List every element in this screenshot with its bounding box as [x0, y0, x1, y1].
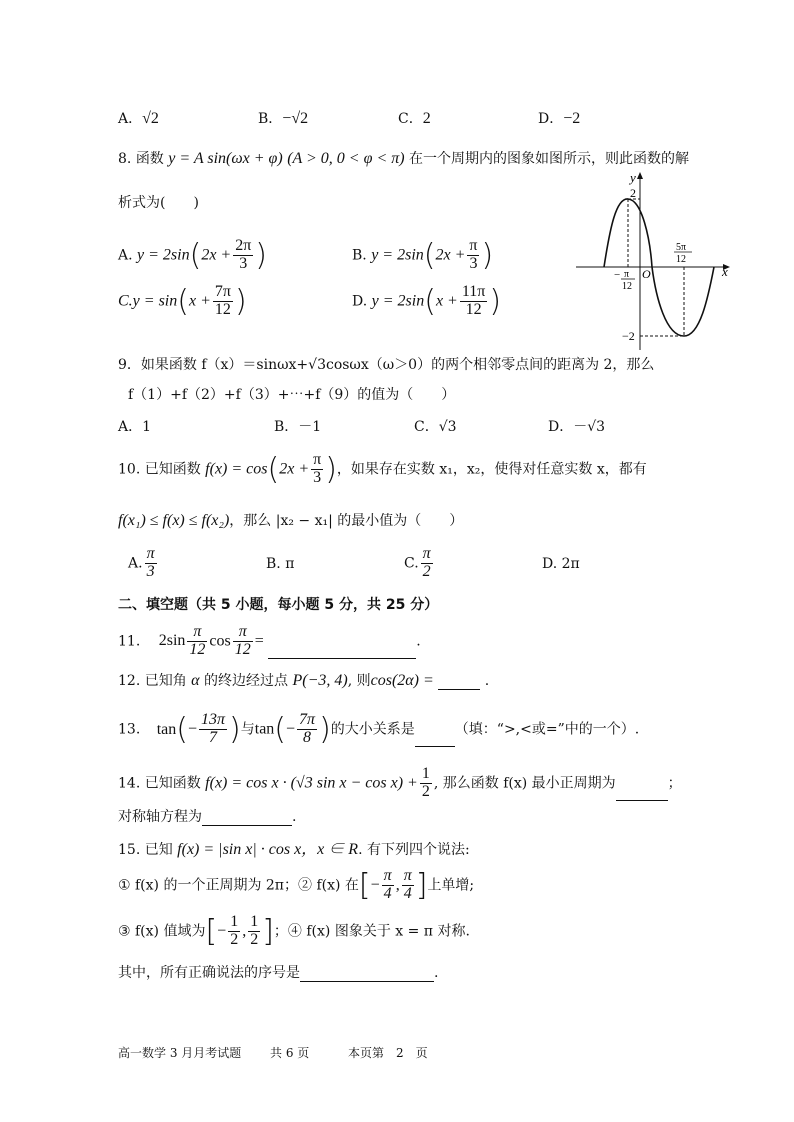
paren: )	[234, 284, 247, 319]
denominator: 4	[383, 885, 392, 902]
formula: α	[191, 672, 200, 689]
fraction	[420, 766, 432, 801]
denominator: 12	[214, 301, 231, 318]
numerator: 1	[230, 913, 239, 931]
numerator: π	[313, 451, 322, 469]
punctuation: .	[484, 673, 490, 689]
denominator: 2	[250, 931, 259, 948]
denominator: 3	[146, 562, 155, 580]
left-zero-sign: −	[614, 269, 621, 281]
formula: tan	[156, 720, 177, 738]
numerator: π	[187, 624, 207, 642]
stem-text: 函数	[135, 151, 164, 167]
stem-text: 已知函数	[144, 461, 201, 478]
comma: ,	[242, 922, 247, 940]
fraction	[233, 624, 253, 659]
stem-text: , 则	[347, 673, 371, 689]
numerator: π	[146, 545, 155, 562]
right-zero-num: 5π	[676, 242, 687, 253]
numerator: π	[469, 237, 478, 255]
paren: (	[176, 712, 188, 747]
q15-statements-1	[118, 868, 474, 903]
option-value: −2	[563, 110, 581, 127]
formula: −	[187, 720, 198, 738]
paren: (	[424, 284, 436, 319]
option-label: D.	[352, 293, 368, 310]
numerator: 1	[421, 765, 430, 782]
formula: P(−3, 4)	[292, 672, 348, 689]
denominator: 8	[303, 729, 312, 746]
stem-text: 的大小关系是	[330, 721, 415, 738]
footer-page-number: 本页第 2 页	[348, 1046, 428, 1060]
fraction	[311, 452, 323, 487]
formula: f(x) = |sin x| · cos x，x ∈ R	[177, 841, 359, 858]
denominator: 3	[239, 255, 248, 272]
fraction	[199, 712, 227, 747]
q9-option-a: A．1	[118, 419, 152, 435]
question-number: 11.	[118, 633, 141, 650]
stem-text: 对称轴方程为	[118, 809, 202, 825]
q13	[118, 712, 639, 747]
stem-text: . 有下列四个说法:	[358, 842, 470, 858]
numerator: π	[233, 624, 253, 642]
stem-text: 已知函数	[144, 775, 201, 792]
option-label: A.	[128, 555, 143, 572]
formula: 2x +	[435, 246, 466, 264]
minus-sign: −	[217, 922, 227, 940]
hint-text: （填：“>,<或=”中的一个）.	[454, 721, 640, 738]
y-axis-label: y	[630, 170, 636, 185]
bracket: ]	[262, 914, 274, 949]
q8-stem	[118, 148, 689, 168]
stem-text: 其中，所有正确说法的序号是	[118, 965, 300, 981]
formula: y = 2sin	[137, 246, 190, 264]
q14-line2	[118, 806, 296, 826]
q7-option-c	[398, 108, 431, 128]
option-value: −√2	[282, 110, 309, 127]
condition: (A > 0, 0 < φ < π)	[287, 150, 405, 167]
q9-stem-line2: f（1）+f（2）+f（3）+⋯+f（9）的值为（ ）	[128, 387, 456, 403]
footer-title: 高一数学 3 月月考试题	[118, 1046, 242, 1060]
q9-option-c: C．√3	[414, 419, 457, 435]
fraction	[421, 546, 433, 581]
stem-text: 12. 已知角	[118, 673, 187, 689]
option-label: C.	[404, 555, 419, 572]
numerator: 1	[250, 913, 259, 931]
q8-stem-line2: 析式为( )	[118, 195, 199, 211]
fraction	[187, 624, 207, 659]
question-number: 10.	[118, 461, 141, 478]
q10-option-d: D. 2π	[542, 556, 580, 572]
equals-sign: =	[254, 632, 264, 650]
stem-text: 与	[240, 721, 255, 738]
y-axis-arrow-icon	[637, 172, 643, 179]
fraction	[213, 284, 233, 319]
origin-label: O	[642, 267, 651, 281]
q8-option-b	[352, 238, 493, 273]
numerator: 11π	[461, 283, 486, 301]
q7-option-a	[118, 108, 159, 128]
answer-blank[interactable]	[438, 689, 480, 690]
section-heading: 二、填空题（共 5 小题，每小题 5 分，共 25 分）	[118, 597, 439, 613]
formula: 2sin	[158, 632, 186, 650]
fraction	[228, 914, 240, 949]
q7-option-d	[538, 108, 580, 128]
q8-sine-graph	[572, 168, 742, 358]
fraction	[297, 712, 317, 747]
q10-stem-line2	[118, 510, 463, 530]
bracket: [	[358, 868, 371, 903]
paren: (	[177, 284, 189, 319]
answer-blank[interactable]	[300, 981, 434, 982]
bracket: ]	[415, 868, 428, 903]
paren: )	[319, 712, 331, 747]
formula: y = A sin(ωx + φ)	[168, 150, 283, 167]
question-number: 13.	[118, 721, 141, 738]
fraction	[145, 546, 157, 581]
formula: cos(2α) =	[370, 672, 434, 689]
q10-stem	[118, 452, 647, 487]
formula: f(x) = cos	[205, 460, 268, 478]
option-label: A.	[118, 247, 133, 264]
answer-blank[interactable]	[415, 746, 455, 747]
q8-option-a	[118, 238, 267, 273]
fraction	[248, 914, 260, 949]
q10-option-c	[404, 546, 435, 581]
formula: tan	[254, 720, 275, 738]
q9-option-b: B．－1	[274, 419, 322, 435]
paren: )	[325, 452, 337, 487]
right-zero-den: 12	[676, 254, 686, 265]
punctuation: ；	[667, 775, 682, 792]
punctuation: .	[292, 809, 297, 825]
denominator: 2	[421, 782, 430, 800]
paren: (	[423, 238, 436, 273]
numerator: π	[422, 545, 431, 562]
stem-text: ，如果存在实数 x₁，x₂，使得对任意实数 x，都有	[336, 461, 647, 478]
option-label: B.	[352, 247, 367, 264]
denominator: 3	[469, 255, 478, 272]
punctuation: .	[416, 633, 421, 650]
q8-option-d	[352, 284, 501, 319]
denominator: 4	[403, 885, 412, 902]
option-label: D．	[538, 111, 564, 127]
paren: (	[189, 238, 202, 273]
left-zero-den: 12	[622, 281, 632, 292]
option-label: B．	[258, 111, 283, 127]
numerator: 13π	[201, 711, 226, 729]
formula: 2x +	[279, 460, 310, 478]
q10-option-a	[128, 546, 159, 581]
paren: )	[481, 238, 494, 273]
statement-text: ；④ f(x) 图象关于 x = π 对称.	[273, 923, 470, 940]
option-label: C.	[118, 292, 133, 310]
q15-answer-line	[118, 962, 438, 982]
fraction	[382, 868, 394, 903]
denominator: 2	[230, 931, 239, 948]
q15-stem	[118, 836, 470, 859]
option-value: 2	[422, 110, 431, 127]
formula: f(x) = cos x · (√3 sin x − cos x) +	[205, 774, 418, 792]
denominator: 2	[422, 562, 431, 580]
footer-total-pages: 共 6 页	[270, 1046, 310, 1060]
formula: f(x₁) ≤ f(x) ≤ f(x₂)	[118, 512, 230, 529]
stem-text: ，那么 |x₂ − x₁| 的最小值为（ ）	[229, 513, 464, 529]
numerator: π	[383, 867, 392, 885]
denominator: 7	[209, 729, 218, 746]
answer-blank[interactable]	[268, 658, 416, 659]
denominator: 12	[189, 640, 206, 658]
q14	[118, 766, 682, 801]
statement-text: ① f(x) 的一个正周期为 2π；② f(x) 在	[118, 877, 359, 894]
bracket: [	[205, 914, 218, 949]
question-number: 8.	[118, 151, 132, 167]
answer-blank[interactable]	[202, 825, 292, 826]
comma: ,	[395, 876, 400, 894]
numerator: 7π	[214, 283, 231, 301]
q15-statements-2	[118, 914, 470, 949]
formula: x +	[435, 292, 458, 310]
stem-text: , 那么函数 f(x) 最小正周期为	[433, 775, 616, 792]
q7-option-b	[258, 108, 308, 128]
q9-option-d: D．－√3	[548, 419, 606, 435]
fraction	[402, 868, 414, 903]
numerator: π	[403, 867, 412, 885]
min-value-label: −2	[622, 329, 635, 343]
formula: y = 2sin	[371, 246, 424, 264]
minus-sign: −	[370, 876, 380, 894]
numerator: 2π	[235, 237, 252, 255]
denominator: 12	[465, 301, 482, 318]
q11	[118, 624, 421, 659]
q8-option-c	[118, 284, 247, 319]
q12	[118, 670, 489, 690]
left-zero-num: π	[624, 269, 630, 280]
formula: y = 2sin	[371, 292, 425, 310]
paren: )	[255, 238, 268, 273]
statement-text: ③ f(x) 值域为	[118, 923, 206, 940]
question-number: 15.	[118, 842, 141, 858]
answer-blank[interactable]	[616, 800, 668, 801]
question-number: 14.	[118, 775, 141, 792]
option-value: √2	[142, 110, 159, 127]
formula: cos	[209, 632, 231, 650]
stem-text: 的终边经过点	[204, 673, 289, 689]
formula: x +	[188, 292, 211, 310]
denominator: 3	[313, 469, 322, 486]
numerator: 7π	[299, 711, 316, 729]
stem-text: 在一个周期内的图象如图所示，则此函数的解	[409, 151, 690, 167]
paren: (	[274, 712, 287, 747]
formula: −	[286, 720, 296, 738]
q9-stem-line1: 9．如果函数 f（x）＝sinωx+√3cosωx（ω＞0）的两个相邻零点间的距离为 2，那么	[118, 357, 655, 373]
formula: y = sin	[132, 292, 178, 310]
fraction	[467, 238, 479, 273]
denominator: 12	[234, 640, 251, 658]
fraction	[460, 284, 487, 319]
option-label: C．	[398, 111, 423, 127]
q10-option-b: B. π	[266, 556, 295, 572]
paren: (	[267, 452, 280, 487]
statement-text: 上单增;	[427, 877, 475, 894]
punctuation: .	[434, 965, 439, 981]
formula: 2x +	[201, 246, 232, 264]
fraction	[233, 238, 253, 273]
paren: )	[229, 712, 241, 747]
option-label: A．	[118, 111, 143, 127]
max-value-label: 2	[630, 186, 636, 200]
stem-text: 已知	[144, 842, 173, 858]
paren: )	[489, 284, 502, 319]
x-axis-label: x	[722, 264, 728, 279]
